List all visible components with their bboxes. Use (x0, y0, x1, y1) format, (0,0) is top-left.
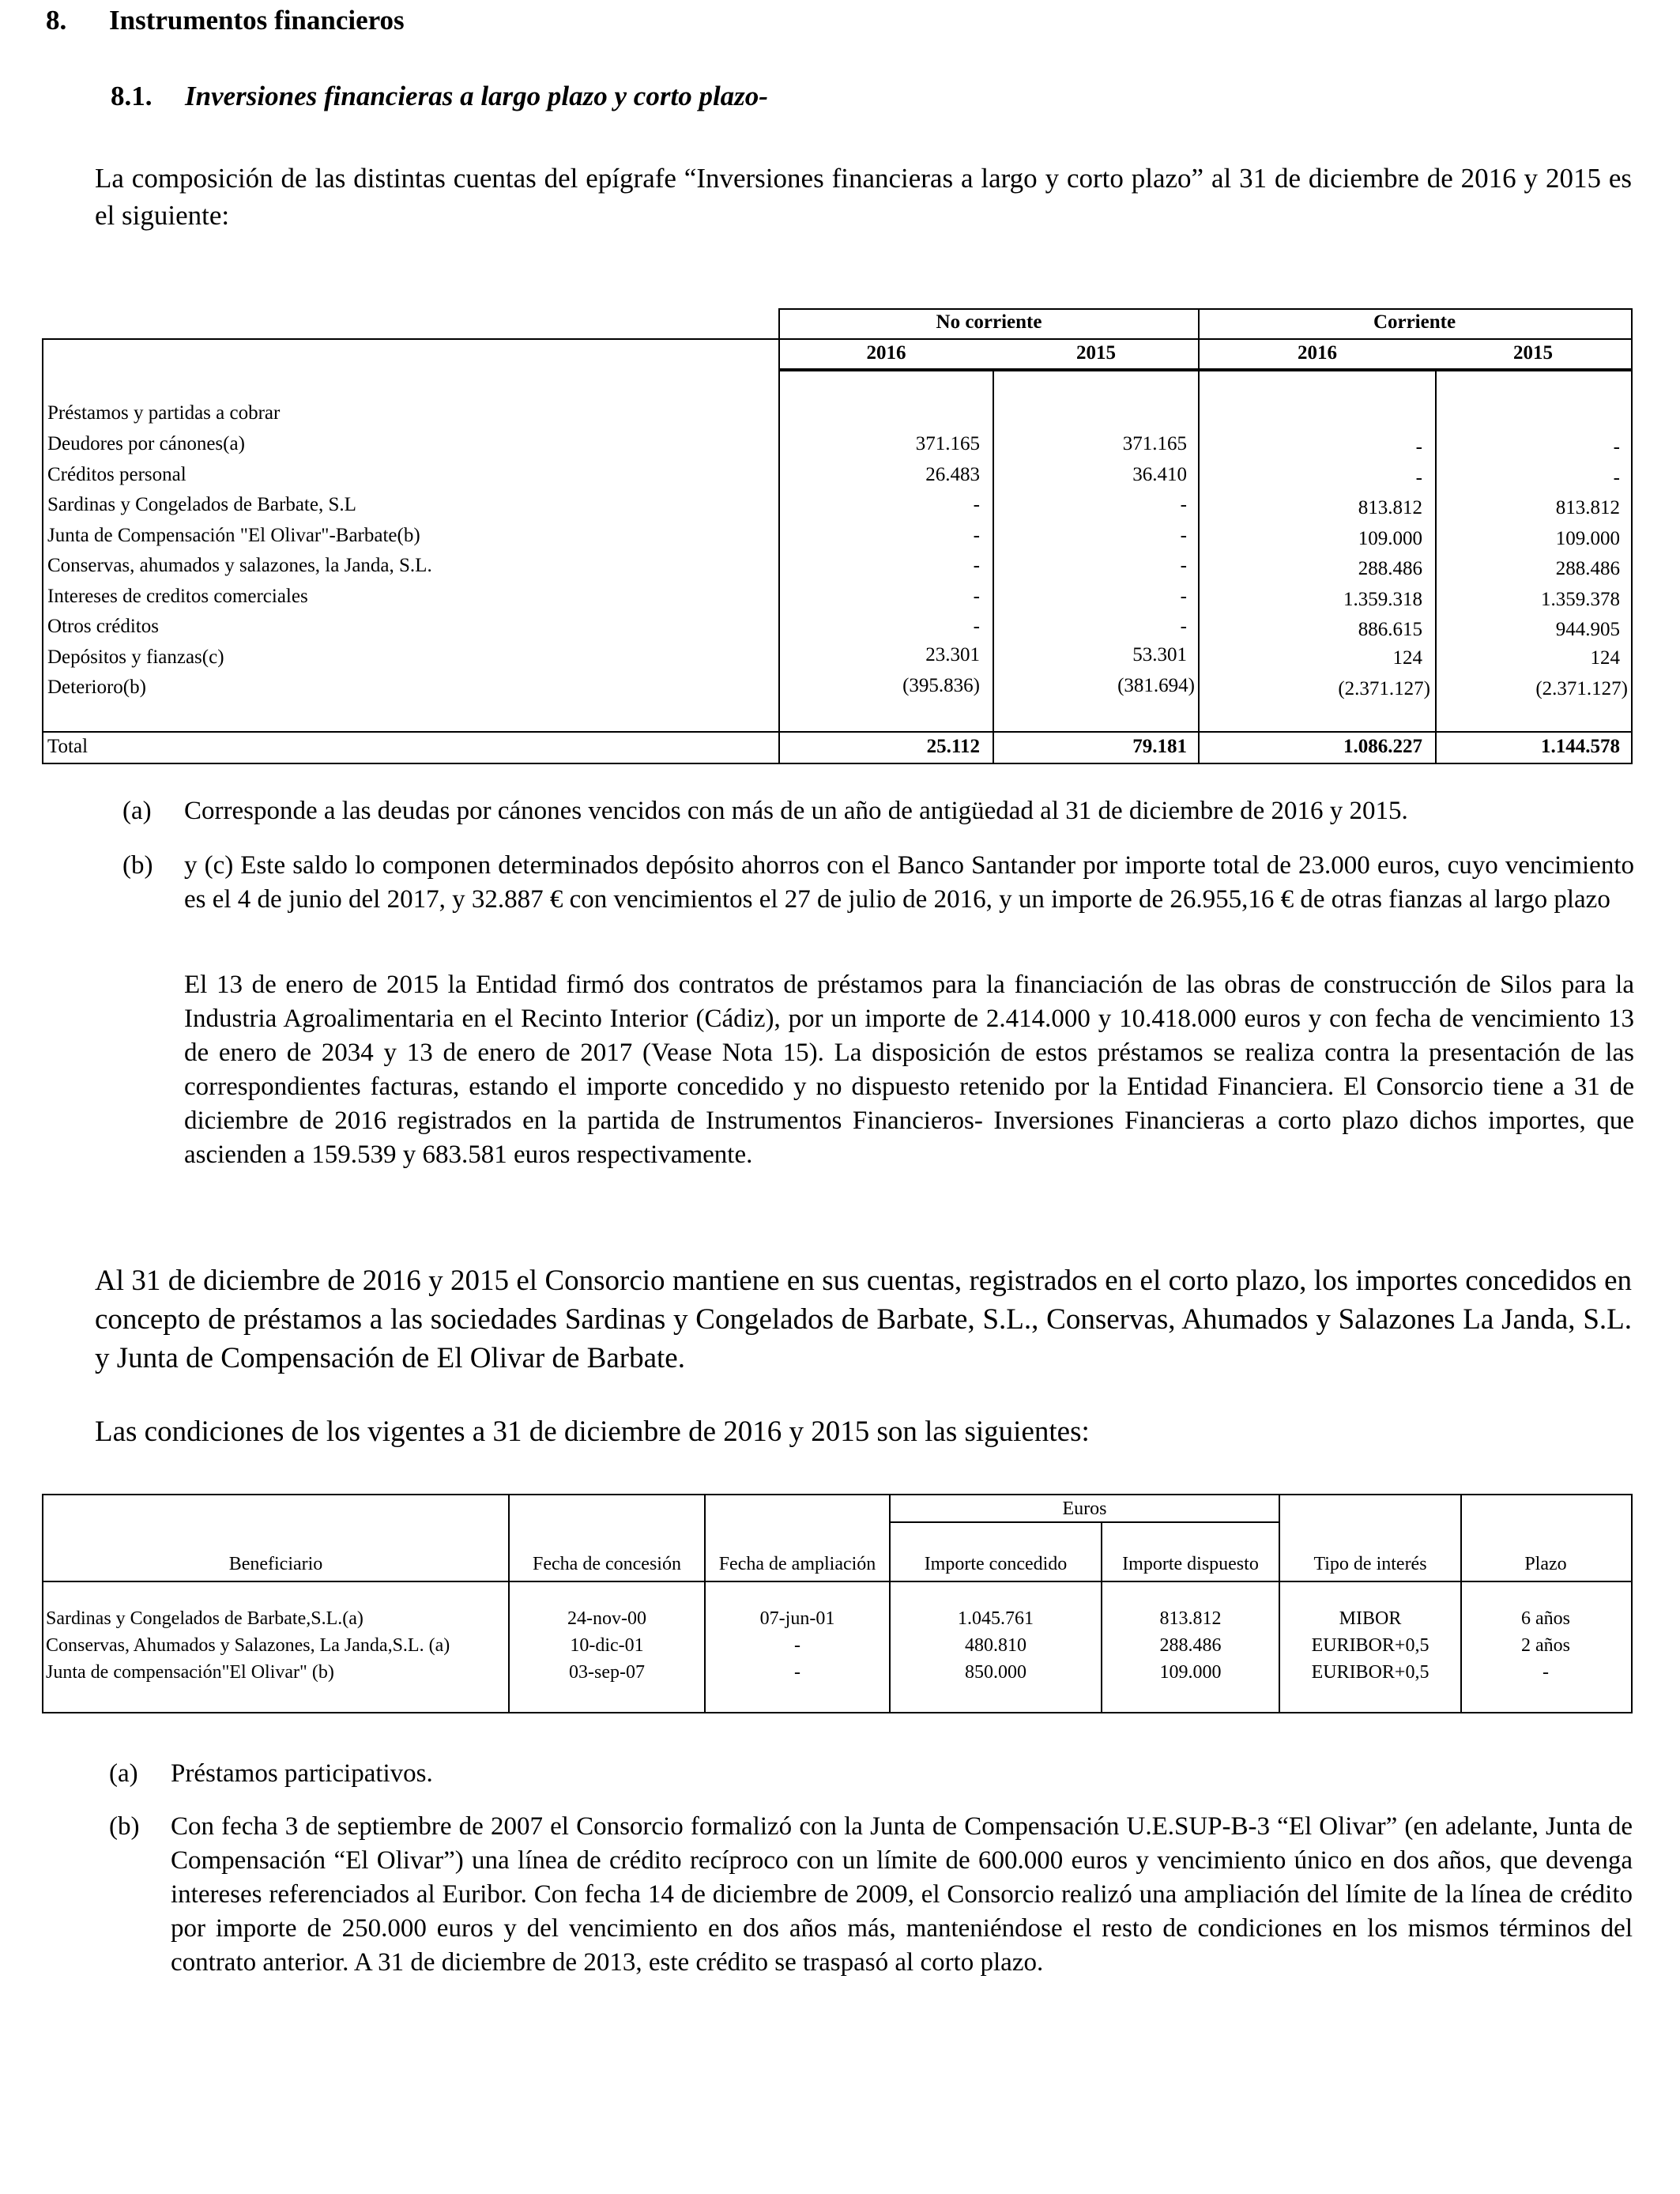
cell: 124 (1392, 647, 1422, 669)
cell-beneficiario: Sardinas y Congelados de Barbate,S.L.(a) (46, 1608, 363, 1629)
row-label: Créditos personal (47, 464, 186, 485)
cell: 6 años (1521, 1608, 1570, 1629)
cell: - (1180, 586, 1187, 607)
cell: 03-sep-07 (569, 1662, 645, 1683)
header-fecha-ampliacion: Fecha de ampliación (718, 1554, 876, 1574)
header-importe-concedido: Importe concedido (924, 1554, 1068, 1574)
section-heading (46, 5, 405, 36)
olivar-paragraph: Al 31 de diciembre de 2016 y 2015 el Consorcio mantiene en sus cuentas, registrados en el corto plazo, los importes concedidos en concepto de préstamos a las sociedades Sardinas y Congelados de Barbate, S.L., Conservas, Ahumados y Salazones La Janda, S.L. y Junta de Compensación de El Olivar de Barbate. (95, 1265, 1632, 1374)
header-tipo-interes: Tipo de interés (1313, 1554, 1427, 1574)
total-cell: 79.181 (1132, 736, 1187, 757)
subsection-heading (111, 81, 768, 112)
note-text: Préstamos participativos. (171, 1759, 433, 1788)
cell: 850.000 (965, 1662, 1026, 1683)
cell: 26.483 (925, 464, 980, 485)
note-text: Corresponde a las deudas por cánones vencidos con más de un año de antigüedad al 31 de diciembre de 2016 y 2015. (184, 797, 1408, 825)
cell: EURIBOR+0,5 (1311, 1635, 1430, 1656)
cell: 124 (1590, 647, 1620, 669)
row-label: Conservas, ahumados y salazones, la Janda, S.L. (47, 555, 432, 576)
row-label: Sardinas y Congelados de Barbate, S.L (47, 494, 356, 515)
note-text: Con fecha 3 de septiembre de 2007 el Consorcio formalizó con la Junta de Compensación U.E.SUP-B-3 “El Olivar” (en adelante, Junta de Compensación “El Olivar”) una línea de crédito recíproco con un límite de 600.000 euros y vencimiento único en dos años, que devenga intereses referenciados al Euribor. Con fecha 14 de diciembre de 2009, el Consorcio realizó una ampliación del límite de la línea de crédito por importe de 250.000 euros y del vencimiento en dos años más, manteniéndose el resto de condiciones en los mismos términos del contrato anterior. A 31 de diciembre de 2013, este crédito se traspasó al corto plazo. (171, 1812, 1633, 1977)
cell: 288.486 (1159, 1635, 1222, 1656)
header-year: 2016 (866, 342, 906, 364)
header-corriente: Corriente (1373, 311, 1456, 333)
cell: - (1180, 494, 1187, 515)
header-no-corriente: No corriente (936, 311, 1042, 333)
cell: - (973, 525, 980, 546)
cell: EURIBOR+0,5 (1311, 1662, 1430, 1683)
cell: 813.812 (1159, 1608, 1222, 1629)
cell: 1.045.761 (958, 1608, 1034, 1629)
cell: 109.000 (1159, 1662, 1222, 1683)
cell: (2.371.127) (1535, 678, 1628, 699)
row-label: Depósitos y fianzas(c) (47, 647, 224, 668)
cell: 53.301 (1132, 644, 1187, 665)
cell: - (973, 586, 980, 607)
row-label: Junta de Compensación "El Olivar"-Barbate(b) (47, 525, 420, 546)
loan-paragraph: El 13 de enero de 2015 la Entidad firmó dos contratos de préstamos para la financiación de las obras de construcción de Silos para la Industria Agroalimentaria en el Recinto Interior (Cádiz), por un importe de 2.414.000 y 10.418.000 euros y con fecha de vencimiento 13 de enero de 2034 y 13 de enero de 2017 (Vease Nota 15). La disposición de estos préstamos se realiza contra la presentación de las correspondientes facturas, estando el importe concedido y no dispuesto retenido por la Entidad Financiera. El Consorcio tiene a 31 de diciembre de 2016 registrados en la partida de Instrumentos Financieros- Inversiones Financieras a corto plazo dichos importes, que ascienden a 159.539 y 683.581 euros respectivamente. (184, 971, 1634, 1169)
cell: - (973, 555, 980, 576)
cell-beneficiario: Conservas, Ahumados y Salazones, La Janda,S.L. (a) (46, 1635, 450, 1656)
cell: - (1180, 525, 1187, 546)
cell: - (1613, 467, 1620, 488)
note-label: (a) (122, 797, 152, 825)
cell: 813.812 (1555, 497, 1620, 518)
cell: - (1415, 436, 1422, 458)
header-beneficiario: Beneficiario (228, 1554, 323, 1574)
section-number: 8. (46, 5, 67, 36)
cell: 109.000 (1358, 528, 1422, 549)
total-cell: 1.086.227 (1343, 736, 1422, 757)
cell: 10-dic-01 (570, 1635, 644, 1656)
cell: 480.810 (965, 1635, 1026, 1656)
row-label: Deudores por cánones(a) (47, 433, 245, 454)
cell: 813.812 (1358, 497, 1422, 518)
cell: (2.371.127) (1338, 678, 1430, 699)
header-year: 2015 (1513, 342, 1553, 364)
total-label: Total (47, 736, 89, 757)
cell: - (794, 1635, 800, 1656)
header-fecha-concesion: Fecha de concesión (533, 1554, 681, 1574)
cell: - (1543, 1662, 1549, 1683)
cell: 36.410 (1132, 464, 1187, 485)
total-cell: 25.112 (926, 736, 980, 757)
cell: 886.615 (1358, 619, 1422, 640)
cell-beneficiario: Junta de compensación"El Olivar" (b) (46, 1662, 334, 1683)
header-year: 2015 (1076, 342, 1116, 364)
cell: 24-nov-00 (567, 1608, 646, 1629)
header-year: 2016 (1298, 342, 1337, 364)
cell: - (973, 616, 980, 637)
cell: - (1180, 555, 1187, 576)
cell: (381.694) (1117, 675, 1195, 696)
cell: 07-jun-01 (759, 1608, 835, 1629)
conditions-intro: Las condiciones de los vigentes a 31 de diciembre de 2016 y 2015 son las siguientes: (95, 1416, 1090, 1448)
cell: 944.905 (1555, 619, 1620, 640)
cell: - (973, 494, 980, 515)
cell: - (1613, 436, 1620, 458)
cell: 1.359.318 (1343, 589, 1422, 610)
cell: - (1180, 616, 1187, 637)
cell: - (794, 1662, 800, 1683)
header-euros: Euros (1062, 1498, 1107, 1519)
cell: (395.836) (902, 675, 980, 696)
row-label: Deterioro(b) (47, 677, 146, 698)
total-cell: 1.144.578 (1541, 736, 1620, 757)
note-label: (b) (109, 1812, 140, 1841)
section-label: Préstamos y partidas a cobrar (47, 402, 281, 424)
cell: 1.359.378 (1541, 589, 1620, 610)
header-plazo: Plazo (1524, 1554, 1567, 1574)
intro-paragraph: La composición de las distintas cuentas del epígrafe “Inversiones financieras a largo y corto plazo” al 31 de diciembre de 2016 y 2015 es el siguiente: (95, 163, 1632, 231)
cell: 109.000 (1555, 528, 1620, 549)
cell: 288.486 (1358, 558, 1422, 579)
cell: 371.165 (1122, 433, 1187, 454)
cell: - (1415, 467, 1422, 488)
cell: 2 años (1521, 1635, 1570, 1656)
note-label: (b) (122, 851, 153, 880)
cell: MIBOR (1339, 1608, 1402, 1629)
row-label: Intereses de creditos comerciales (47, 586, 308, 607)
subsection-title: Inversiones financieras a largo plazo y corto plazo- (185, 81, 768, 111)
cell: 23.301 (925, 644, 980, 665)
table1-body-box (42, 338, 1633, 764)
cell: 288.486 (1555, 558, 1620, 579)
header-importe-dispuesto: Importe dispuesto (1122, 1554, 1259, 1574)
subsection-number: 8.1. (111, 81, 153, 111)
row-label: Otros créditos (47, 616, 159, 637)
note-label: (a) (109, 1759, 138, 1788)
section-title: Instrumentos financieros (109, 5, 405, 36)
note-text: y (c) Este saldo lo componen determinados depósito ahorros con el Banco Santander por importe total de 23.000 euros, cuyo vencimiento es el 4 de junio del 2017, y 32.887 € con vencimientos el 27 de julio de 2016, y un importe de 26.955,16 € de otras fianzas al largo plazo (184, 851, 1634, 914)
cell: 371.165 (915, 433, 980, 454)
